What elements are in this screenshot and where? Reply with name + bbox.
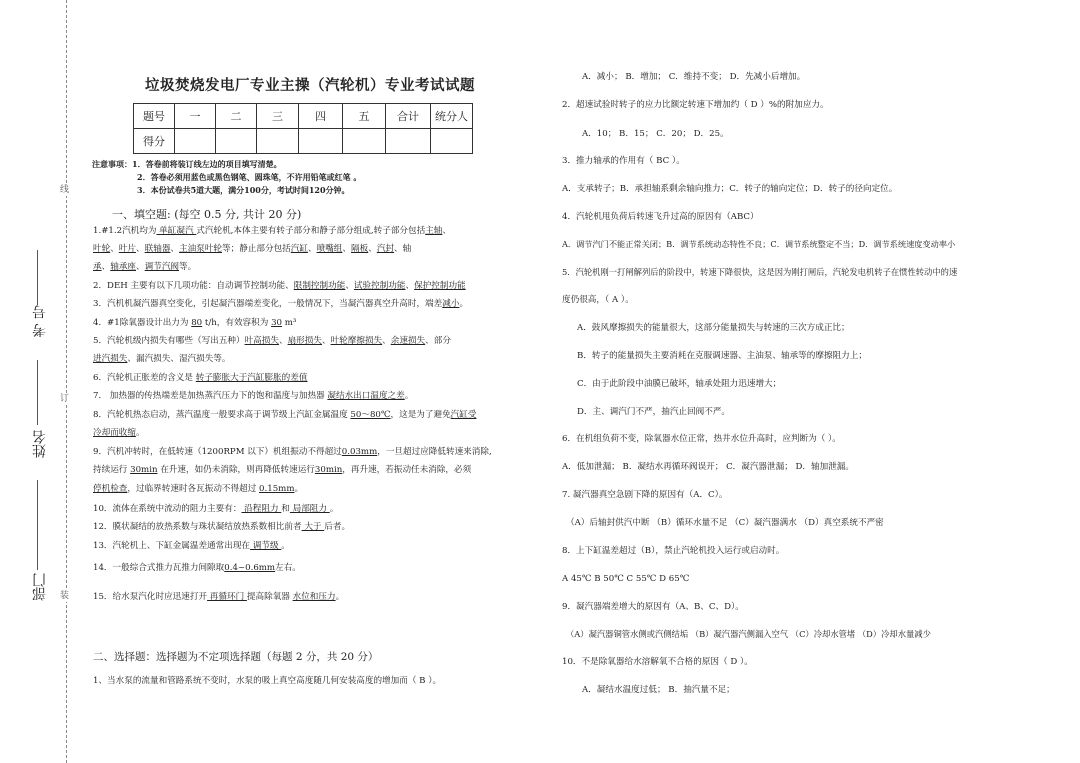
q2-options: A．10； B．15； C．20； D．25。 <box>582 129 729 139</box>
q5-option-c: C．由于此阶段中油膜已破坏，轴承处阻力迅速增大； <box>577 379 782 389</box>
score-cell[interactable] <box>299 129 343 154</box>
choice-question-8: 8．上下缸温差超过（B），禁止汽轮机投入运行或启动时。 <box>562 546 785 556</box>
fill-line-5: 3．汽机机凝汽器真空变化，引起凝汽器端差变化，一般情况下，当凝汽器真空升高时，端差减小。 <box>93 299 469 309</box>
score-row-label: 得分 <box>134 129 175 154</box>
fill-line-18: 13．汽轮机上、下缸金属温差通常出现在 调节级 。 <box>93 541 290 551</box>
notice-line: 3．本份试卷共5道大题，满分100分，考试时间120分钟。 <box>137 185 350 195</box>
name-label: 姓名 <box>32 430 48 458</box>
q6-options: A．低加泄漏； B．凝结水再循环阀误开； C．凝汽器泄漏； D．轴加泄漏。 <box>562 462 854 472</box>
fill-line-7: 5．汽轮机级内损失有哪些（写出五种）叶高损失、扇形损失、叶轮摩擦损失、余速损失、部分 <box>93 336 451 346</box>
fill-line-19: 14．一般综合式推力瓦推力间隙取0.4~0.6mm左右。 <box>93 563 301 573</box>
q1-options: A．减小； B．增加； C．维持不变； D．先减小后增加。 <box>582 72 806 82</box>
fill-line-20: 15．给水泵汽化时应迅速打开 再循环门 提高除氧器 水位和压力。 <box>93 592 345 602</box>
fill-line-6: 4．#1除氧器设计出力为 80 t/h，有效容积为 30 m³ <box>93 318 297 328</box>
name-line <box>37 360 38 425</box>
q3-options: A．支承转子；B．承担轴系剩余轴向推力；C．转子的轴向定位；D．转子的径向定位。 <box>562 184 898 194</box>
q5-option-d: D．主、调汽门不严，抽汽止回阀不严。 <box>577 407 730 417</box>
choice-question-5: 5．汽轮机刚一打闸解列后的阶段中，转速下降很快，这是因为刚打闸后，汽轮发电机转子在惯性转动中的速 <box>562 267 958 277</box>
binding-dashed-line <box>66 0 67 763</box>
score-header-cell: 二 <box>216 104 257 129</box>
section1-heading: 一、填空题: (每空 0.5 分, 共计 20 分) <box>112 208 302 221</box>
score-cell[interactable] <box>386 129 431 154</box>
q9-options: （A）凝汽器铜管水侧或汽侧结垢 （B）凝汽器汽侧漏入空气 （C）冷却水管堵 （D）冷却水量减少 <box>566 629 931 639</box>
score-cell[interactable] <box>343 129 386 154</box>
fill-line-3: 承、轴承座、调节汽阀等。 <box>93 262 197 272</box>
score-header-cell: 一 <box>175 104 216 129</box>
department-line <box>37 480 38 570</box>
exam-title: 垃圾焚烧发电厂专业主操（汽轮机）专业考试试题 <box>145 77 475 94</box>
score-header-cell: 五 <box>343 104 386 129</box>
candidate-number-label: 考 号 <box>32 305 48 338</box>
q8-options: A 45℃ B 50℃ C 55℃ D 65℃ <box>562 574 690 584</box>
binding-mark-ding: 订 <box>60 394 70 404</box>
score-header-cell: 统分人 <box>431 104 473 129</box>
choice-question-5-cont: 度仍很高，（ A ）。 <box>562 295 634 305</box>
score-cell[interactable] <box>431 129 473 154</box>
section2-heading: 二、选择题：选择题为不定项选择题（每题 2 分，共 20 分） <box>93 651 379 663</box>
score-cell[interactable] <box>175 129 216 154</box>
choice-question-1: 1、当水泵的流量和管路系统不变时，水泵的吸上真空高度随几何安装高度的增加而（ B ）。 <box>93 676 442 686</box>
candidate-number-line <box>37 250 38 305</box>
binding-mark-zhuang: 装 <box>60 591 70 601</box>
notice-line: 2．答卷必须用蓝色或黑色钢笔、圆珠笔，不许用铅笔或红笔 。 <box>137 172 362 182</box>
choice-question-10: 10．不是除氧器给水溶解氧不合格的原因（ D ）。 <box>562 657 753 667</box>
fill-line-14: 持续运行 30min 在升速，如仍未消除，则再降低转速运行30min，再升速，若振动任未消除，必须 <box>93 465 472 475</box>
q4-options: A．调节汽门不能正常关闭；B．调节系统动态特性不良；C．调节系统整定不当；D．调节系统速度变动率小 <box>562 239 956 249</box>
fill-line-9: 6．汽轮机正胀差的含义是 转子膨胀大于汽缸膨胀的差值 <box>93 373 308 383</box>
fill-line-4: 2．DEH 主要有以下几项功能：自动调节控制功能、限制控制功能、试验控制功能、保护控制功能 <box>93 281 466 291</box>
q5-option-a: A．鼓风摩擦损失的能量很大，这部分能量损失与转速的三次方成正比； <box>577 323 850 333</box>
choice-question-4: 4．汽轮机甩负荷后转速飞升过高的原因有（ABC） <box>562 212 759 222</box>
fill-line-8: 进汽损失、漏汽损失、湿汽损失等。 <box>93 354 231 364</box>
department-label: 部门 <box>32 573 48 601</box>
choice-question-9: 9．凝汽器端差增大的原因有（A、B、C、D）。 <box>562 602 744 612</box>
choice-question-6: 6．在机组负荷不变，除氧器水位正常，热井水位升高时，应判断为（ ）。 <box>562 434 841 444</box>
binding-mark-xian: 线 <box>60 185 70 195</box>
fill-line-10: 7． 加热器的传热端差是加热蒸汽压力下的饱和温度与加热器 凝结水出口温度之差。 <box>93 391 414 401</box>
q7-options: （A）后轴封供汽中断 （B）循环水量不足 （C）凝汽器满水 （D）真空系统不严密 <box>566 518 884 528</box>
score-header-cell: 合计 <box>386 104 431 129</box>
score-header-cell: 四 <box>299 104 343 129</box>
notice-block <box>92 158 361 197</box>
fill-line-11: 8．汽轮机热态启动，蒸汽温度一般要求高于调节级上汽缸金属温度 50～80℃，这是为了避免汽缸受 <box>93 410 477 420</box>
fill-line-12: 冷却而收缩。 <box>93 428 145 438</box>
q5-option-b: B．转子的能量损失主要消耗在克服调速器、主油泵、轴承等的摩擦阻力上； <box>577 351 867 361</box>
score-cell[interactable] <box>257 129 299 154</box>
score-table <box>133 103 473 154</box>
fill-line-17: 12．膜状凝结的放热系数与珠状凝结放热系数相比前者 大于 后者。 <box>93 522 351 532</box>
fill-line-15: 停机检查，过临界转速时各瓦振动不得超过 0.15mm。 <box>93 484 304 494</box>
score-cell[interactable] <box>216 129 257 154</box>
score-header-cell: 题号 <box>134 104 175 129</box>
notice-line: 注意事项：1．答卷前将装订线左边的项目填写清楚。 <box>92 159 282 169</box>
fill-line-1: 1.#1.2汽机均为 单缸凝汽 式汽轮机,本体主要有转子部分和静子部分组成,转子部分包括主轴、 <box>93 226 452 236</box>
fill-line-2: 叶轮、叶片、联轴器、主油泵叶轮等；静止部分包括汽缸、喷嘴组、隔板、汽封、轴 <box>93 244 412 254</box>
q10-options: A．凝结水温度过低； B．抽汽量不足； <box>582 685 735 695</box>
choice-question-2: 2．超速试验时转子的应力比额定转速下增加约（ D ）%的附加应力。 <box>562 100 829 110</box>
choice-question-3: 3．推力轴承的作用有（ BC ）。 <box>562 156 685 166</box>
choice-question-7: 7. 凝汽器真空急剧下降的原因有（A．C）。 <box>562 490 728 500</box>
fill-line-16: 10．流体在系统中流动的阻力主要有： 沿程阻力 和 局部阻力 。 <box>93 504 339 514</box>
fill-line-13: 9．汽机冲转时，在低转速（1200RPM 以下）机组振动不得超过0.03mm，一旦超过应降低转速来消除, <box>93 447 492 457</box>
score-header-cell: 三 <box>257 104 299 129</box>
